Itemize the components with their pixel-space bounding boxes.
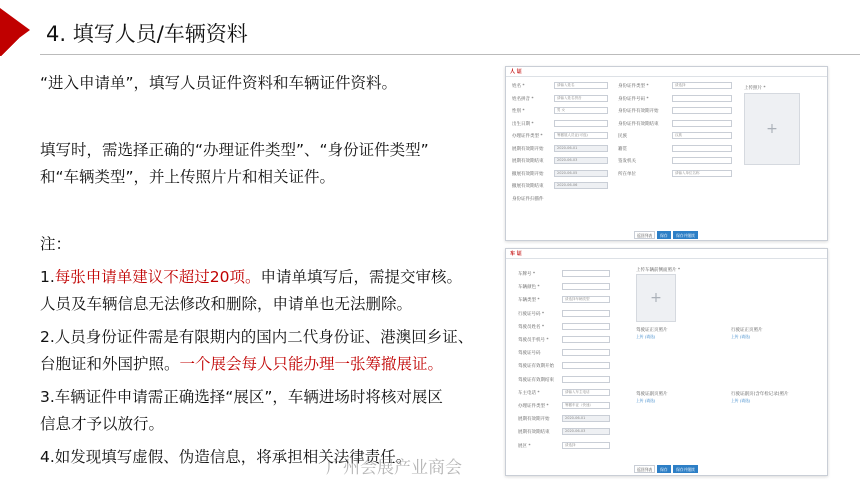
note-label: 注： <box>40 235 72 253</box>
person-field-label: 签发机关 <box>618 159 636 164</box>
person-save-continue-button[interactable]: 保存并继续 <box>673 231 698 239</box>
note-1-prefix: 1. <box>40 268 55 286</box>
license-back-upload[interactable]: 上传 (请选) <box>636 398 656 403</box>
title-bar <box>0 8 860 52</box>
person-field-input[interactable]: 2020-06-06 <box>554 182 608 189</box>
vehicle-photo-label: 上传车辆前侧面照片 * <box>636 268 681 273</box>
person-field-label: 办理证件类型 * <box>512 134 543 139</box>
vehicle-field-input[interactable] <box>562 310 610 317</box>
person-field-label: 籍贯 <box>618 146 627 152</box>
vehicle-field-label: 展区 * <box>518 443 531 449</box>
person-field-input[interactable] <box>554 120 608 127</box>
vehicle-field-label: 驾驶员姓名 * <box>518 324 545 330</box>
vehicle-field-input[interactable] <box>562 362 610 369</box>
vehicle-save-continue-button[interactable]: 保存并继续 <box>673 465 698 473</box>
person-field-label: 身份证件号码 * <box>618 96 649 102</box>
vehicle-field-label: 车辆颜色 * <box>518 285 540 291</box>
person-field-label: 出生日期 * <box>512 121 534 127</box>
vehicle-field-label: 驾驶证号码 <box>518 351 541 357</box>
vehicle-save-button[interactable]: 保存 <box>657 465 671 473</box>
vehicle-field-label: 驾驶证有效期开始 <box>518 364 554 370</box>
note-1-line2: 人员及车辆信息无法修改和删除，申请单也无法删除。 <box>40 295 413 313</box>
person-field-label: 展期有效期结束 <box>512 159 544 164</box>
person-field-input[interactable]: 筹撤展人员证(可选) <box>554 132 608 139</box>
person-field-input[interactable]: 请输入单位名称 <box>672 170 732 177</box>
person-field-label: 身份证件扫描件 <box>512 196 544 202</box>
note-3-line2: 信息才予以放行。 <box>40 415 165 433</box>
person-back-button[interactable]: 返回列表 <box>634 231 655 239</box>
registration-back-upload[interactable]: 上传 (请选) <box>731 398 751 403</box>
note-1-emphasis: 每张申请单建议不超过20项。 <box>54 268 261 286</box>
person-field-input[interactable] <box>672 107 732 114</box>
vehicle-photo-upload[interactable]: + <box>636 274 676 322</box>
vehicle-form-panel <box>505 248 828 476</box>
vehicle-form-header: 车 证 <box>506 249 827 259</box>
person-field-label: 展期有效期开始 <box>512 146 544 152</box>
person-field-label: 撤展有效期开始 <box>512 171 544 177</box>
person-field-input[interactable]: 男 女 <box>554 107 608 114</box>
person-field-label: 姓名拼音 * <box>512 96 534 102</box>
license-front-upload[interactable]: 上传 (请选) <box>636 334 656 339</box>
vehicle-field-input[interactable]: 请选择车辆类型 <box>562 296 610 303</box>
vehicle-field-input[interactable]: 请选择 <box>562 442 610 449</box>
vehicle-field-label: 车辆类型 * <box>518 298 540 304</box>
person-field-input[interactable]: 汉族 <box>672 132 732 139</box>
note-2-emphasis: 一个展会每人只能办理一张筹撤展证。 <box>179 355 444 373</box>
title-divider <box>40 54 860 55</box>
note-2-documents: 台胞证和外国护照。 <box>40 355 180 373</box>
vehicle-field-input[interactable]: 筹撤车证（快速） <box>562 402 610 409</box>
person-save-button[interactable]: 保存 <box>657 231 671 239</box>
person-field-label: 姓名 * <box>512 84 525 89</box>
vehicle-field-input[interactable] <box>562 376 610 383</box>
select-types-line2: 和“车辆类型”，并上传照片片和相关证件。 <box>40 168 336 186</box>
person-field-input[interactable]: 请输入姓名 <box>554 82 608 89</box>
person-field-input[interactable]: 请输入姓名拼音 <box>554 95 608 102</box>
vehicle-field-input[interactable]: 2020-06-03 <box>562 428 610 435</box>
select-types-line1: 填写时，需选择正确的“办理证件类型”、“身份证件类型” <box>40 141 429 159</box>
vehicle-field-input[interactable] <box>562 336 610 343</box>
person-photo-upload[interactable]: + <box>744 93 800 165</box>
registration-back-label: 行驶证副页(含年检记录)照片 <box>731 392 789 397</box>
vehicle-field-label: 展期有效期开始 <box>518 417 550 423</box>
vehicle-field-input[interactable] <box>562 349 610 356</box>
note-2-line2 <box>40 351 490 378</box>
red-accent-corner <box>0 38 20 56</box>
note-3-line1: 3.车辆证件申请需正确选择“展区”，车辆进场时将核对展区 <box>40 388 443 406</box>
person-field-input[interactable] <box>672 95 732 102</box>
person-field-label: 性别 * <box>512 109 525 114</box>
person-field-input[interactable]: 请选择 <box>672 82 732 89</box>
note-2-line1: 2.人员身份证件需是有限期内的国内二代身份证、港澳回乡证、 <box>40 328 474 346</box>
vehicle-field-input[interactable]: 请输入车主电话 <box>562 389 610 396</box>
person-field-input[interactable]: 2020-06-01 <box>554 145 608 152</box>
person-field-label: 身份证件有效期结束 <box>618 121 659 127</box>
license-back-label: 驾驶证副页照片 <box>636 392 668 397</box>
note-4: 4.如发现填写虚假、伪造信息，将承担相关法律责任。 <box>40 448 412 466</box>
vehicle-field-input[interactable] <box>562 283 610 290</box>
person-field-input[interactable]: 2020-06-03 <box>554 157 608 164</box>
vehicle-field-label: 展期有效期结束 <box>518 430 550 436</box>
vehicle-field-input[interactable]: 2020-06-01 <box>562 415 610 422</box>
slide-title: 4. 填写人员/车辆资料 <box>46 22 248 46</box>
vehicle-field-label: 车牌号 * <box>518 272 536 277</box>
registration-front-label: 行驶证正页照片 <box>731 328 763 333</box>
person-form-panel <box>505 66 828 241</box>
note-1 <box>40 264 490 291</box>
person-field-label: 所在单位 <box>618 171 636 177</box>
vehicle-field-label: 行驶证号码 * <box>518 311 545 317</box>
license-front-label: 驾驶证正页照片 <box>636 328 668 333</box>
vehicle-field-label: 车主电话 * <box>518 390 540 396</box>
person-field-label: 撤展有效期结束 <box>512 184 544 189</box>
vehicle-back-button[interactable]: 返回列表 <box>634 465 655 473</box>
registration-front-upload[interactable]: 上传 (请选) <box>731 334 751 339</box>
person-field-input[interactable] <box>672 157 732 164</box>
vehicle-field-label: 办理证件类型 * <box>518 404 549 409</box>
person-field-label: 身份证件有效期开始 <box>618 109 659 114</box>
note-1-rest: 申请单填写后，需提交审核。 <box>260 268 463 286</box>
intro-paragraph: “进入申请单”，填写人员证件资料和车辆证件资料。 <box>40 74 398 92</box>
vehicle-field-label: 驾驶员手机号 * <box>518 338 549 343</box>
vehicle-field-input[interactable] <box>562 270 610 277</box>
person-field-input[interactable] <box>672 120 732 127</box>
person-photo-label: 上传照片 * <box>744 86 766 91</box>
person-field-label: 身份证件类型 * <box>618 84 649 89</box>
person-field-input[interactable] <box>672 145 732 152</box>
person-field-input[interactable]: 2020-06-05 <box>554 170 608 177</box>
vehicle-field-input[interactable] <box>562 323 610 330</box>
watermark: 广州会展产业商会 <box>326 458 462 478</box>
person-field-label: 民族 <box>618 134 627 139</box>
instruction-text <box>40 70 490 471</box>
vehicle-field-label: 驾驶证有效期结束 <box>518 377 554 383</box>
person-form-header: 人 证 <box>506 67 827 77</box>
